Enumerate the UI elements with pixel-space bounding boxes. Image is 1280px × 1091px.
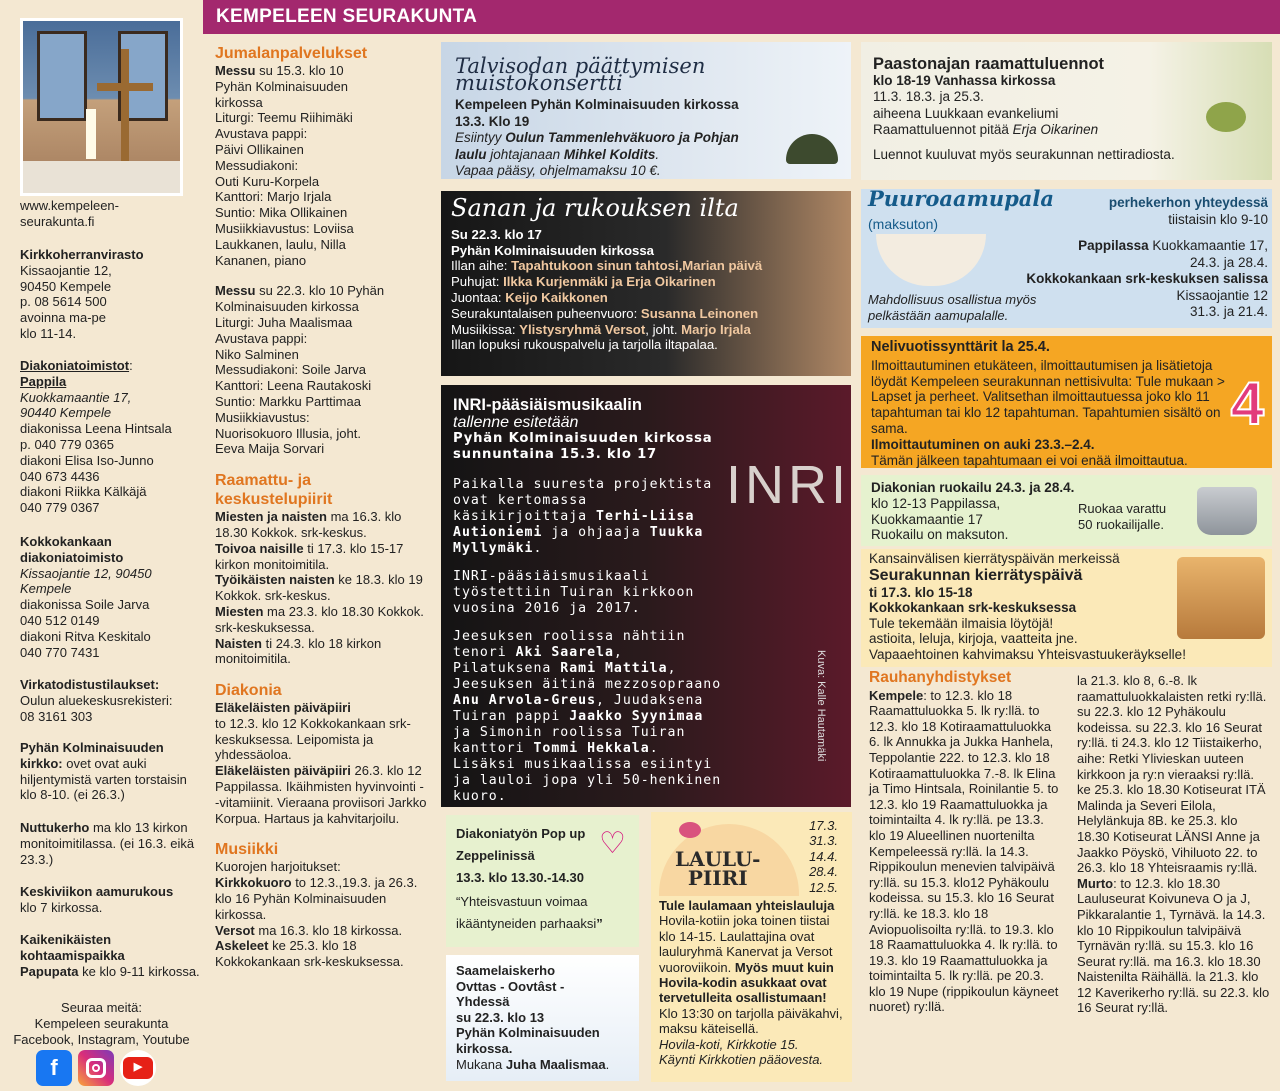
messu-15-3: Messu su 15.3. klo 10 Pyhän Kolminaisuuden kirkossa Liturgi: Teemu Riihimäki Avustava pappi: Päivi Ollikainen Messudiakoni: Outi Kuru-Korpela Kanttori: Marjo Irjala Suntio: Mika Ollikainen Musiikkiavustus: Loviisa Laukkanen, laulu, Nilla Kananen, piano	[215, 63, 354, 268]
youtube-icon[interactable]: ▶	[120, 1050, 156, 1086]
virkatodistus: Virkatodistustilaukset: Oulun aluekeskusrekisteri: 08 3161 303	[20, 677, 173, 724]
porridge-breakfast-box: Puuroaamupala (maksuton) perhekerhon yhteydessä tiistaisin klo 9-10 Pappilassa Kuokkamaantie 17, 24.3. ja 28.4. Kokkokankaan srk-keskuksen salissa Kissaojantie 12 31.3. ja 21.4. Mahdollisuus osallistua myös pelkästään aamupalalle.	[861, 189, 1272, 328]
musiikki-1: Kirkkokuoro to 12.3.,19.3. ja 26.3. klo 16 Pyhän Kolminaisuuden kirkossa.	[215, 875, 418, 922]
laulupiiri-logo: LAULU- PIIRI	[675, 847, 761, 890]
heading-jumalanpalvelukset: Jumalanpalvelukset	[215, 45, 368, 62]
nuttukerho: Nuttukerho ma klo 13 kirkon monitoimitilassa. (ei 16.3. eikä 23.3.)	[20, 820, 195, 867]
raamattupiiri-4: Miesten ma 23.3. klo 18.30 Kokkok. srk-keskuksessa.	[215, 603, 424, 635]
raamattupiiri-1: Miesten ja naisten ma 16.3. klo 18.30 Kokkok. srk-keskus.	[215, 509, 402, 540]
recycling-day-box: Kansainvälisen kierrätyspäivän merkeissä Seurakunnan kierrätyspäivä ti 17.3. klo 15-18 Kokkokankaan srk-keskuksessa Tule tekemään ilmaisia löytöjä! astioita, leluja, kirjoja, vaatteita jne. Vapaaehtoinen kahvimaksu Yhteisvastuukeräykselle!	[861, 549, 1272, 667]
raamattupiiri-3: Työikäisten naisten ke 18.3. klo 19 Kokkok. srk-keskus.	[215, 572, 423, 604]
musiikki-3: Askeleet ke 25.3. klo 18 Kokkokankaan srk-keskuksessa.	[215, 938, 404, 970]
birthday-party-box: Nelivuotissynttärit la 25.4. Ilmoittautuminen etukäteen, ilmoittautumisen ja lisätietoja löydät Kempeleen seurakunnan nettisivulta: Tule mukaan > Lapset ja perheet. Valitsethan ilmoittautuessa joko klo 11 tapahtuman tai klo 12 tapahtuman. Tapahtumien sisältö on sama. Ilmoittautuminen on auki 23.3.–2.4. Tämän jälkeen tapahtumaan ei voi enää ilmoittautua. 4	[861, 336, 1272, 468]
porridge-bowl-icon	[876, 234, 986, 286]
bird-icon	[679, 822, 701, 838]
pot-icon	[1197, 487, 1257, 535]
lent-lectures-box: Paastonajan raamattuluennot klo 18-19 Vanhassa kirkossa 11.3. 18.3. ja 25.3. aiheena Luukkaan evankeliumi Raamattuluennot pitää Erja Oikarinen Luennot kuuluvat myös seurakunnan nettiradiosta.	[861, 42, 1272, 180]
facebook-icon[interactable]: f	[36, 1050, 72, 1086]
aamurukous: Keskiviikon aamurukous klo 7 kirkossa.	[20, 884, 174, 915]
papupata: Kaikenikäisten kohtaamispaikka Papupata ke klo 9-11 kirkossa.	[20, 932, 200, 979]
raamattupiiri-5: Naisten ti 24.3. klo 18 kirkon monitoimitila.	[215, 635, 382, 667]
diakonia-2: Eläkeläisten päiväpiiri 26.3. klo 12 Pappilassa. Ikäihmisten hyvinvointi - -vitamiinit. Vieraana proviisori Jarkko Korpua. Hartaus ja kahvitarjoilu.	[215, 763, 427, 826]
heading-diakonia: Diakonia	[215, 682, 282, 700]
musiikki-2: Versot ma 16.3. klo 18 kirkossa.	[215, 922, 403, 938]
inri-musical-box: INRI-pääsiäismusikaalin tallenne esitetään Pyhän Kolminaisuuden kirkossa sunnuntaina 15.3. klo 17 INRI Paikalla suuresta projektista ovat kertomassa käsikirjoittaja Terhi-Liisa Autioniemi ja ohjaaja Tuukka Myllymäki. INRI-pääsiäismusikaali työstettiin Tuiran kirkkoon vuosina 2016 ja 2017. Jeesuksen roolissa nähtiin tenori Aki Saarela, Pilatuksena Rami Mattila, Jeesuksen äitinä mezzosopraano Anu Arvola-Greus, Juudaksena Tuiran pappi Jaakko Syynimaa ja Simonin roolissa Tuiran kanttori Tommi Hekkala. Lisäksi musikaalissa esiintyi ja lauloi jopa yli 50-henkinen kuoro. Kuva: Kalle Hautamäki	[441, 385, 851, 807]
prayer-evening-box: Sanan ja rukouksen ilta Su 22.3. klo 17 Pyhän Kolminaisuuden kirkossa Illan aihe: Tapahtukoon sinun tahtosi,Marian päivä Puhujat: Ilkka Kurjenmäki ja Erja Oikarinen Juontaa: Keijo Kaikkonen Seurakuntalaisen puheenvuoro: Susanna Leinonen Musiikissa: Ylistysryhmä Versot, joht. Marjo Irjala Illan lopuksi rukouspalvelu ja tarjolla iltapalaa.	[441, 191, 851, 376]
heading-musiikki: Musiikki	[215, 841, 279, 859]
raamattupiiri-2: Toivoa naisille ti 17.3. klo 15-17 kirkon monitoimitila.	[215, 540, 404, 572]
page-header: KEMPELEEN SEURAKUNTA	[203, 0, 1280, 34]
sami-club-box: Saamelaiskerho Ovttas - Oovtâst - Yhdessä su 22.3. klo 13 Pyhän Kolminaisuuden kirkossa. Mukana Juha Maalismaa.	[446, 955, 639, 1081]
services-column: Jumalanpalvelukset Messu su 15.3. klo 10 Pyhän Kolminaisuuden kirkossa Liturgi: Teemu Riihimäki Avustava pappi: Päivi Ollikainen Messudiakoni: Outi Kuru-Korpela Kanttori: Marjo Irjala Suntio: Mika Ollikainen Musiikkiavustus: Loviisa Laukkanen, laulu, Nilla Kananen, piano Messu su 22.3. klo 10 Pyhän Kolminaisuuden kirkossa Liturgi: Juha Maalismaa Avustava pappi: Niko Salminen Messudiakoni: Soile Jarva Kanttori: Leena Rautakoski Suntio: Markku Parttimaa Musiikkiavustus: Nuorisokuoro Illusia, joht. Eeva Maija Sorvari Raamattu- ja keskustelupiirit Miesten ja naisten ma 16.3. klo 18.30 Kokkok. srk-keskus. Toivoa naisille ti 17.3. klo 15-17 kirkon monitoimitila. Työikäisten naisten ke 18.3. klo 19 Kokkok. srk-keskus. Miesten ma 23.3. klo 18.30 Kokkok. srk-keskuksessa. Naisten ti 24.3. klo 18 kirkon monitoimitila. Diakonia Eläkeläisten päiväpiiri to 12.3. klo 12 Kokkokankaan srk-keskuksessa. Leipomista ja yhdessäoloa. Eläkeläisten päiväpiiri 26.3. klo 12 Pappilassa. Ikäihmisten hyvinvointi - -vitamiinit. Vieraana proviisori Jarkko Korpua. Hartaus ja kahvitarjoilu. Musiikki Kuorojen harjoitukset: Kirkkokuoro to 12.3.,19.3. ja 26.3. klo 16 Pyhän Kolminaisuuden kirkossa. Versot ma 16.3. klo 18 kirkossa. Askeleet ke 25.3. klo 18 Kokkokankaan srk-keskuksessa.	[215, 44, 429, 970]
follow-us: Seuraa meitä: Kempeleen seurakunta Facebook, Instagram, Youtube	[13, 1000, 190, 1047]
flea-market-icon	[1177, 557, 1265, 639]
inri-logo: INRI	[726, 455, 850, 515]
messu-22-3: Messu su 22.3. klo 10 Pyhän Kolminaisuuden kirkossa Liturgi: Juha Maalismaa Avustava pappi: Niko Salminen Messudiakoni: Soile Jarva Kanttori: Leena Rautakoski Suntio: Markku Parttimaa Musiikkiavustus: Nuorisokuoro Illusia, joht. Eeva Maija Sorvari	[215, 283, 385, 457]
diakonia-1: Eläkeläisten päiväpiiri to 12.3. klo 12 Kokkokankaan srk-keskuksessa. Leipomista ja yhdessäoloa.	[215, 700, 411, 763]
diaconia-meal-box: Diakonian ruokailu 24.3. ja 28.4. klo 12-13 Pappilassa, Kuokkamaantie 17 Ruokailu on maksuton. Ruokaa varattu 50 ruokailijalle.	[861, 475, 1272, 546]
heart-icon: ♡	[599, 827, 626, 860]
pyhan-kirkko-info: Pyhän Kolminaisuuden kirkko: ovet ovat auki hiljentymistä varten torstaisin klo 8-10. (ei 26.3.)	[20, 740, 187, 803]
memorial-concert-box: Talvisodan päättymisen muistokonsertti Kempeleen Pyhän Kolminaisuuden kirkossa 13.3. Klo 19 Esiintyy Oulun Tammenlehväkuoro ja Pohjan laulu johtajanaan Mihkel Koldits. Vapaa pääsy, ohjelmamaksu 10 €.	[441, 42, 851, 179]
left-column	[0, 0, 203, 1091]
popup-zeppelin-box: Diakoniatyön Pop up Zeppelinissä 13.3. klo 13.30.-14.30 “Yhteisvastuun voimaa ikääntyneiden parhaaksi” ♡	[446, 815, 639, 947]
candle-four-icon: 4	[1230, 370, 1264, 437]
kirkkoherranvirasto: Kirkkoherranvirasto Kissaojantie 12, 90450 Kempele p. 08 5614 500 avoinna ma-pe klo 11-14.	[20, 247, 144, 341]
diakoniatoimistot: Diakoniatoimistot: Pappila Kuokkamaantie 17, 90440 Kempele diakonissa Leena Hintsala p. 040 779 0365 diakoni Elisa Iso-Junno 040 673 4436 diakoni Riikka Kälkäjä 040 779 0367	[20, 358, 172, 516]
church-altar-photo	[20, 18, 183, 196]
instagram-icon[interactable]	[78, 1050, 114, 1086]
heading-raamattupiirit: Raamattu- ja keskustelupiirit	[215, 472, 333, 509]
olive-icon	[1206, 102, 1246, 132]
photo-credit: Kuva: Kalle Hautamäki	[815, 650, 827, 762]
singing-circle-box: LAULU- PIIRI 17.3. 31.3. 14.4. 28.4. 12.5. Tule laulamaan yhteislauluja Hovila-kotiin joka toinen tiistai klo 14-15. Laulattajina ovat lauluryhmä Kanervat ja Versot vuoroviikoin. Myös muut kuin Hovila-kodin asukkaat ovat tervetulleita osallistumaan! Klo 13:30 on tarjolla päiväkahvi, maksu käteisellä. Hovila-koti, Kirkkotie 15. Käynti Kirkkotien pääovesta.	[651, 812, 852, 1082]
website-url[interactable]: www.kempeleen- seurakunta.fi	[20, 198, 119, 229]
kokkokankaan-diakoniatoimisto: Kokkokankaan diakoniatoimisto Kissaojantie 12, 90450 Kempele diakonissa Soile Jarva 040 512 0149 diakoni Ritva Keskitalo 040 770 7431	[20, 534, 152, 660]
helmet-icon	[786, 134, 838, 164]
rauhanyhdistykset-section: Rauhanyhdistykset Kempele: to 12.3. klo 18 Raamattuluokka 5. lk ry:llä. to 12.3. klo 18 Kotiraamattuluokka 6. lk Annukka ja Jukka Hanhela, Teppolantie 222. to 12.3. klo 18 Kotiraamattuluokka 7.-8. lk Elina ja Timo Hintsala, Roinilantie 5. to 12.3. klo 19 Raamattuluokka ja toimintailta 4. lk ry:llä. pe 13.3. klo 19 Alueellinen nuortenilta Kempeleessä ry:llä. la 14.3. Rippikoulun menevien talvipäivä ry:llä. su 15.3. klo12 Pyhäkoulu kodeissa. su 15.3. klo 16 Seurat ry:llä. ke 18.3. klo 18 Aviopuolisoilta ry:llä. to 19.3. klo 18 Raamattuluokka 4. lk ry:llä. to 19.3. klo 19 Raamattuluokka ja toimintailta 5. lk ry:llä. pe 20.3. klo 19 Nupe (rippikoulun käyneet nuoret) ry:llä. la 21.3. klo 8, 6.-8. lk raamattuluokkalaisten retki ry:llä. su 22.3. klo 12 Pyhäkoulu kodeissa. su 22.3. klo 16 Seurat ry:llä. ti 24.3. klo 12 Tiistaikerho, aihe: Retki Ylivieskan uuteen kirkkoon ja ry:n vieraaksi ry:llä. ke 25.3. klo 18.30 Kotiseurat ITÄ Malinda ja Severi Eilola, Helylänkuja 8B. ke 25.3. klo 18.30 Kotiseurat LÄNSI Anne ja Jaakko Pöyskö, Vihiluoto 22. to 26.3. klo 18 Yhteisraamis ry:llä. Murto: to 12.3. klo 18.30 Lauluseurat Koivuneva O ja J, Pikkaralantie 1, Tyrnävä. la 14.3. klo 10 Rippikoulun talvipäivä Tyrnävän ry:llä. su 15.3. klo 16 Seurat ry:llä. ma 16.3. klo 18.30 Naistenilta Räihällä. la 21.3. klo 12 Kaverikerho ry:llä. su 22.3. klo 16 Seurat ry:llä.	[869, 670, 1270, 1016]
